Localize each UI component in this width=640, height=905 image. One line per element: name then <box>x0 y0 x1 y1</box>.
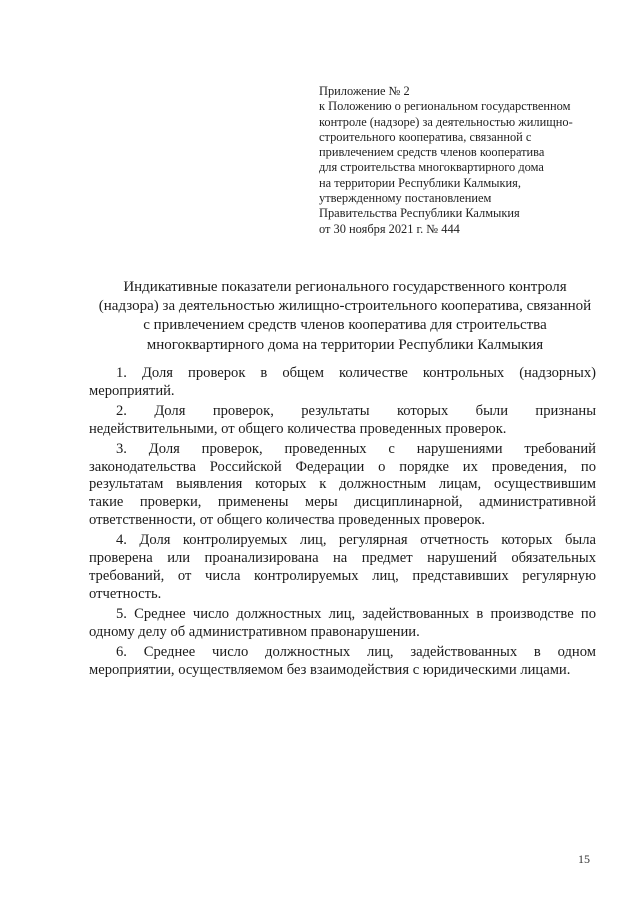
indicator-6 <box>89 644 596 680</box>
paragraph-line: 1. Доля проверок в общем количестве контрольных (надзорных) <box>116 365 596 381</box>
paragraph-line: такие проверки, применены меры дисциплинарной, административной <box>89 494 596 511</box>
paragraph-line: требований, от числа контролируемых лиц, представивших регулярную <box>89 567 596 584</box>
paragraph-line: отчетность. <box>89 585 162 602</box>
appendix-line: утвержденному постановлением <box>319 191 492 206</box>
document-title <box>80 278 610 355</box>
paragraph-line: 5. Среднее число должностных лиц, задействованных в производстве по <box>116 605 596 622</box>
paragraph-line: 6. Среднее число должностных лиц, задействованных в одном <box>116 643 596 660</box>
paragraph-line: проверена или проанализирована на предмет нарушений обязательных <box>89 550 596 567</box>
paragraph-line: 4. Доля контролируемых лиц, регулярная отчетность которых была <box>116 532 596 549</box>
indicator-5 <box>89 606 596 642</box>
title-line: с привлечением средств членов кооператива для строительства <box>143 317 547 334</box>
paragraph-line: законодательства Российской Федерации о порядке их проведения, по <box>89 458 596 475</box>
appendix-line: строительного кооператива, связанной с <box>319 129 532 144</box>
indicator-1 <box>89 365 596 401</box>
paragraph-line: недействительными, от общего количества проведенных проверок. <box>89 420 507 437</box>
appendix-line: к Положению о региональном государственном <box>319 99 571 114</box>
appendix-line: контроле (надзоре) за деятельностью жилищно- <box>319 114 573 129</box>
paragraph-line: мероприятий. <box>89 382 175 399</box>
paragraph-line: мероприятии, осуществляемом без взаимодействия с юридическими лицами. <box>89 661 571 678</box>
indicator-2 <box>89 403 596 439</box>
indicator-3 <box>89 441 596 531</box>
appendix-line: на территории Республики Калмыкия, <box>319 175 521 190</box>
appendix-line: Приложение № 2 <box>319 84 410 98</box>
title-line: Индикативные показатели регионального государственного контроля <box>123 279 567 295</box>
appendix-line: Правительства Республики Калмыкия <box>319 206 520 221</box>
paragraph-line: 3. Доля проверок, проведенных с нарушениями требований <box>116 440 596 457</box>
indicators-list <box>89 365 596 681</box>
appendix-line: от 30 ноября 2021 г. № 444 <box>319 221 460 236</box>
indicator-4 <box>89 532 596 604</box>
paragraph-line: ответственности, от общего количества проведенных проверок. <box>89 512 486 529</box>
title-line: многоквартирного дома на территории Республики Калмыкия <box>146 336 544 353</box>
appendix-line: для строительства многоквартирного дома <box>319 160 544 175</box>
paragraph-line: результатам выявления которых к должностным лицам, осуществившим <box>89 476 596 493</box>
title-line: (надзора) за деятельностью жилищно-строительного кооператива, связанной <box>98 298 592 315</box>
appendix-header <box>319 84 609 237</box>
page-number: 15 <box>578 852 590 866</box>
appendix-line: привлечением средств членов кооператива <box>319 145 545 160</box>
paragraph-line: одному делу об административном правонарушении. <box>89 623 420 640</box>
paragraph-line: 2. Доля проверок, результаты которых были признаны <box>116 402 596 419</box>
